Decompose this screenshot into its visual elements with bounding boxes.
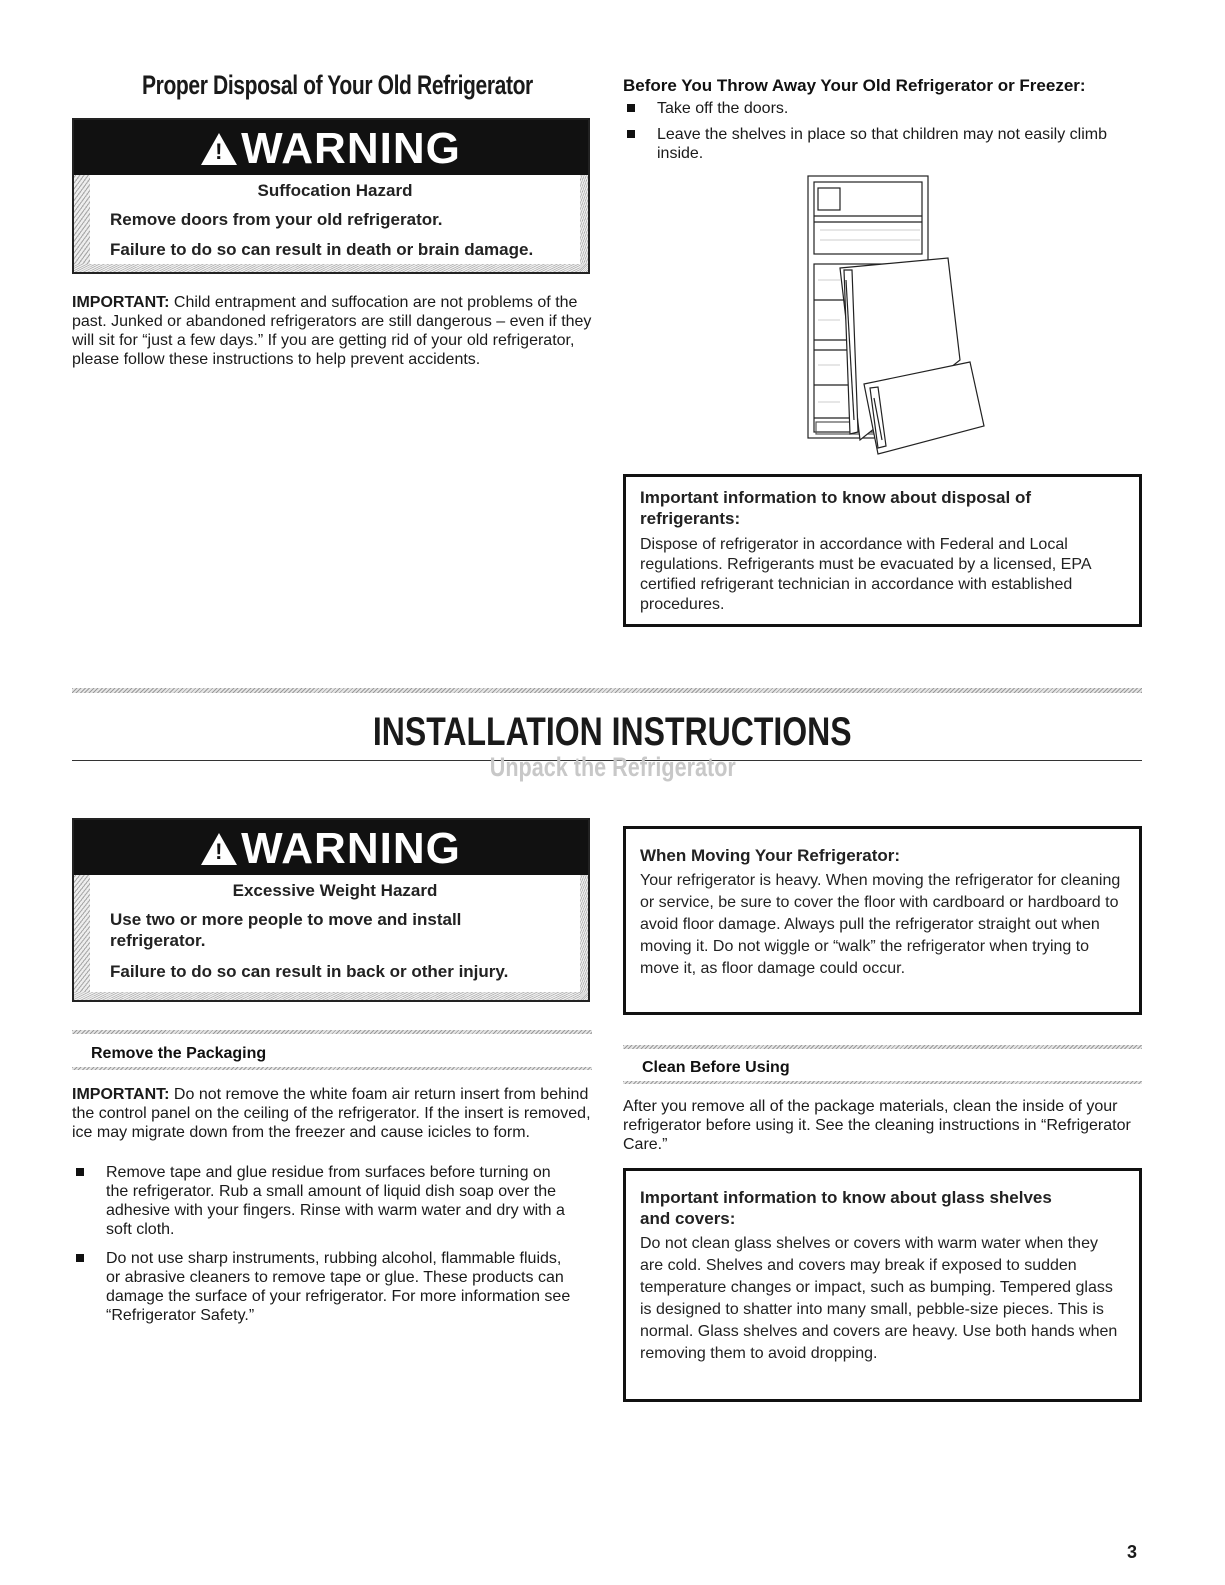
clean-paragraph: After you remove all of the package materials, clean the inside of your refrigerator before using it. See the cleaning instructions in “Refrigerator Care.”	[623, 1098, 1131, 1153]
list-item: Remove tape and glue residue from surfaces before turning on the refrigerator. Rub a small amount of liquid dish soap over the adhesive with your fingers. Rinse with warm water and dry with a soft cloth.	[72, 1163, 577, 1239]
warning-line: Failure to do so can result in back or other injury.	[110, 962, 509, 981]
warning-banner	[74, 820, 588, 875]
suffocation-warning-box	[72, 118, 590, 274]
installation-title: INSTALLATION INSTRUCTIONS	[373, 710, 852, 754]
info-box-text: Do not clean glass shelves or covers with warm water when they are cold. Shelves and covers may break if exposed to sudden temperature changes or impact, such as bumping. Tempered glass is designed to shatter into many small, pebble-size pieces. This is normal. Glass shelves and covers are heavy. Use both hands when removing them to avoid dropping.	[640, 1235, 1118, 1362]
warning-line: Use two or more people to move and install refrigerator.	[110, 910, 462, 950]
glass-shelves-info-box	[623, 1168, 1142, 1402]
warning-signal-word: WARNING	[241, 124, 461, 173]
info-box-text: Dispose of refrigerator in accordance with Federal and Local regulations. Refrigerants must be evacuated by a licensed, EPA certified refrigerant technician in accordance with established procedures.	[640, 536, 1091, 613]
warning-triangle-icon	[201, 133, 237, 165]
warning-banner	[74, 120, 588, 175]
list-item: Leave the shelves in place so that children may not easily climb inside.	[623, 125, 1123, 163]
subsection-divider	[623, 1045, 1142, 1049]
list-item: Do not use sharp instruments, rubbing alcohol, flammable fluids, or abrasive cleaners to remove tape or glue. These products can damage the surface of your refrigerator. For more information see “Refrigerator Safety.”	[72, 1249, 577, 1325]
disposal-title: Proper Disposal of Your Old Refrigerator	[142, 70, 533, 100]
subsection-divider	[72, 1030, 592, 1034]
subsection-divider	[72, 1067, 592, 1070]
warning-triangle-icon	[201, 833, 237, 865]
warning-line: Failure to do so can result in death or brain damage.	[110, 240, 534, 259]
important-label: IMPORTANT:	[72, 1086, 170, 1103]
info-box-title: Important information to know about disposal of refrigerants:	[640, 488, 1031, 528]
important-label: IMPORTANT:	[72, 294, 170, 311]
warning-body	[74, 175, 588, 272]
important-text: Child entrapment and suffocation are not problems of the past. Junked or abandoned refrigerators are still dangerous – even if they will sit for “just a few days.” If you are getting rid of your old refrigerator, please follow these instructions to help prevent accidents.	[72, 294, 592, 368]
refrigerant-disposal-info-box	[623, 474, 1142, 627]
warning-hazard-title: Excessive Weight Hazard	[232, 881, 438, 900]
section-divider	[72, 688, 1142, 693]
disposal-important-paragraph	[72, 293, 592, 369]
refrigerator-doors-removed-illustration	[800, 170, 1000, 462]
page-number: 3	[1127, 1542, 1138, 1562]
packaging-list	[72, 1163, 577, 1332]
clean-before-using-title: Clean Before Using	[642, 1059, 790, 1076]
remove-packaging-title: Remove the Packaging	[91, 1045, 267, 1062]
info-box-title: When Moving Your Refrigerator:	[640, 846, 901, 865]
warning-signal-word: WARNING	[241, 824, 461, 873]
info-box-text: Your refrigerator is heavy. When moving the refrigerator for cleaning or service, be sure to cover the floor with cardboard or hardboard to avoid floor damage. Always pull the refrigerator straight out when moving it. Do not wiggle or “walk” the refrigerator when trying to move it, as floor damage could occur.	[640, 872, 1121, 977]
info-box-title: Important information to know about glass shelves and covers:	[640, 1188, 1052, 1228]
before-throw-away-title: Before You Throw Away Your Old Refrigerator or Freezer:	[623, 76, 1086, 95]
warning-line: Remove doors from your old refrigerator.	[110, 210, 443, 229]
important-text: Do not remove the white foam air return insert from behind the control panel on the ceiling of the refrigerator. If the insert is removed, ice may migrate down from the freezer and cause icicles to form.	[72, 1086, 591, 1141]
subsection-divider	[623, 1081, 1142, 1084]
weight-warning-box	[72, 818, 590, 1002]
warning-hazard-title: Suffocation Hazard	[257, 181, 413, 200]
unpack-subtitle: Unpack the Refrigerator	[489, 752, 736, 782]
list-item: Take off the doors.	[623, 99, 1123, 118]
warning-body	[74, 875, 588, 1000]
moving-refrigerator-info-box	[623, 826, 1142, 1015]
before-throw-away-list	[623, 99, 1123, 170]
packaging-important-paragraph	[72, 1085, 592, 1142]
